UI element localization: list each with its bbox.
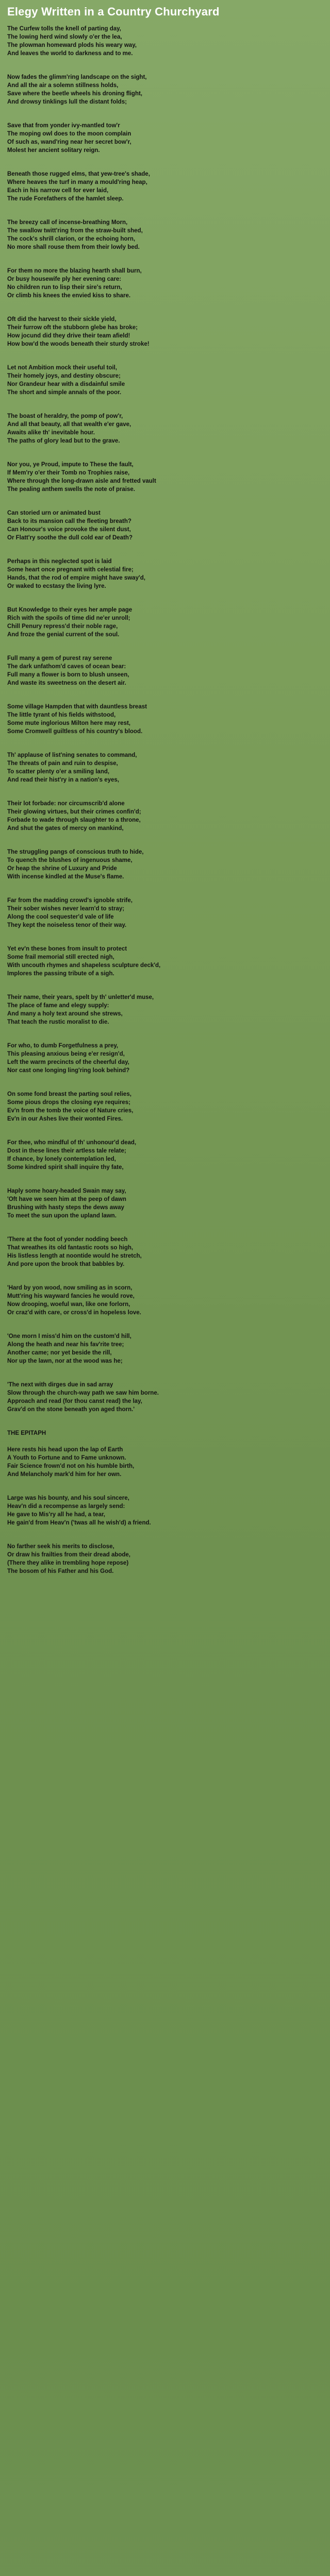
poem-line: For who, to dumb Forgetfulness a prey, xyxy=(7,1043,119,1049)
poem-stanza xyxy=(7,1381,323,1414)
poem-line: If chance, by lonely contemplation led, xyxy=(7,1156,116,1162)
poem-line: Dost in these lines their artless tale relate; xyxy=(7,1148,126,1154)
poem-line: The short and simple annals of the poor. xyxy=(7,389,122,396)
poem-line: That wreathes its old fantastic roots so high, xyxy=(7,1245,134,1251)
poem-line: Or Flatt'ry soothe the dull cold ear of Death? xyxy=(7,535,133,541)
poem-line: Or waked to ecstasy the living lyre. xyxy=(7,583,106,589)
stanza-list xyxy=(7,25,323,1414)
poem-line: A Youth to Fortune and to Fame unknown. xyxy=(7,1455,126,1461)
poem-stanza xyxy=(7,557,323,590)
poem-line: He gave to Mis'ry all he had, a tear, xyxy=(7,1512,106,1518)
poem-line: Oft did the harvest to their sickle yield, xyxy=(7,316,117,323)
poem-line: The moping owl does to the moon complain xyxy=(7,131,131,137)
poem-line: With incense kindled at the Muse's flame. xyxy=(7,874,124,880)
poem-line: Where heaves the turf in many a mould'ring heap, xyxy=(7,179,147,185)
poem-stanza xyxy=(7,315,323,348)
poem-line: Large was his bounty, and his soul sincere, xyxy=(7,1495,129,1501)
poem-line: Or draw his frailties from their dread abode, xyxy=(7,1552,131,1558)
poem-line: The place of fame and elegy supply: xyxy=(7,1003,109,1009)
poem-line: Some mute inglorious Milton here may rest, xyxy=(7,720,130,726)
poem-line: Nor Grandeur hear with a disdainful smile xyxy=(7,381,125,387)
poem-line: Slow through the church-way path we saw him borne. xyxy=(7,1390,159,1396)
poem-line: For them no more the blazing hearth shall burn, xyxy=(7,268,142,274)
poem-line: 'One morn I miss'd him on the custom'd hill, xyxy=(7,1333,131,1340)
poem-line: That teach the rustic moralist to die. xyxy=(7,1019,109,1025)
epitaph-stanza xyxy=(7,1494,323,1527)
poem-line: Some village Hampden that with dauntless breast xyxy=(7,704,147,710)
poem-stanza xyxy=(7,654,323,687)
poem-stanza xyxy=(7,461,323,494)
poem-line: Heav'n did a recompense as largely send: xyxy=(7,1503,125,1510)
poem-line: Can Honour's voice provoke the silent dust, xyxy=(7,527,131,533)
poem-line: And Melancholy mark'd him for her own. xyxy=(7,1471,122,1478)
poem-line: Some frail memorial still erected nigh, xyxy=(7,954,114,960)
poem-line: To scatter plenty o'er a smiling land, xyxy=(7,769,110,775)
poem-line: Some heart once pregnant with celestial fire; xyxy=(7,567,134,573)
poem-line: Now fades the glimm'ring landscape on the sight, xyxy=(7,74,147,80)
poem-line: Full many a gem of purest ray serene xyxy=(7,655,112,662)
poem-line: Chill Penury repress'd their noble rage, xyxy=(7,623,118,630)
poem-body xyxy=(7,25,323,1591)
poem-line: Approach and read (for thou canst read) the lay, xyxy=(7,1398,142,1404)
poem-stanza xyxy=(7,412,323,445)
poem-line: Left the warm precincts of the cheerful day, xyxy=(7,1059,129,1065)
poem-line: Full many a flower is born to blush unseen, xyxy=(7,672,129,678)
poem-line: 'Hard by yon wood, now smiling as in scorn, xyxy=(7,1285,133,1291)
poem-line: The struggling pangs of conscious truth to hide, xyxy=(7,849,144,855)
poem-line: 'The next with dirges due in sad array xyxy=(7,1382,113,1388)
poem-stanza xyxy=(7,1235,323,1268)
poem-line: This pleasing anxious being e'er resign'd, xyxy=(7,1051,125,1057)
poem-line: To quench the blushes of ingenuous shame, xyxy=(7,857,133,863)
poem-line: How bow'd the woods beneath their sturdy stroke! xyxy=(7,341,150,347)
poem-line: The bosom of his Father and his God. xyxy=(7,1568,114,1574)
poem-line: And all that beauty, all that wealth e'er gave, xyxy=(7,421,131,428)
poem-stanza xyxy=(7,267,323,300)
poem-stanza xyxy=(7,1139,323,1172)
poem-line: Their sober wishes never learn'd to stray; xyxy=(7,906,125,912)
poem-line: The swallow twitt'ring from the straw-built shed, xyxy=(7,228,143,234)
poem-line: Or busy housewife ply her evening care: xyxy=(7,276,122,282)
poem-line: Where through the long-drawn aisle and fretted vault xyxy=(7,478,156,484)
poem-line: No children run to lisp their sire's return, xyxy=(7,284,122,291)
poem-line: Their furrow oft the stubborn glebe has broke; xyxy=(7,325,138,331)
poem-stanza xyxy=(7,170,323,203)
poem-line: The little tyrant of his fields withstood, xyxy=(7,712,116,718)
poem-line: Nor cast one longing ling'ring look behind? xyxy=(7,1067,130,1074)
poem-line: For thee, who mindful of th' unhonour'd dead, xyxy=(7,1140,137,1146)
poem-stanza xyxy=(7,896,323,929)
poem-line: Another came; nor yet beside the rill, xyxy=(7,1350,112,1356)
poem-line: His listless length at noontide would he stretch, xyxy=(7,1253,142,1259)
poem-line: Nor you, ye Proud, impute to These the fault, xyxy=(7,462,134,468)
poem-stanza xyxy=(7,1332,323,1365)
poem-line: Of such as, wand'ring near her secret bow'r, xyxy=(7,139,131,145)
poem-line: Along the heath and near his fav'rite tree; xyxy=(7,1342,124,1348)
poem-line: Ev'n in our Ashes live their wonted Fires. xyxy=(7,1116,123,1122)
poem-line: The paths of glory lead but to the grave. xyxy=(7,438,120,444)
poem-line: The rude Forefathers of the hamlet sleep. xyxy=(7,196,124,202)
poem-line: And waste its sweetness on the desert air. xyxy=(7,680,126,686)
poem-line: Each in his narrow cell for ever laid, xyxy=(7,188,109,194)
poem-stanza xyxy=(7,1187,323,1220)
poem-stanza xyxy=(7,1284,323,1317)
poem-line: 'There at the foot of yonder nodding beech xyxy=(7,1236,128,1243)
poem-line: On some fond breast the parting soul relies, xyxy=(7,1091,131,1097)
poem-stanza xyxy=(7,751,323,784)
poem-line: Their glowing virtues, but their crimes confin'd; xyxy=(7,809,141,815)
poem-stanza xyxy=(7,848,323,881)
poem-line: Now drooping, woeful wan, like one forlorn, xyxy=(7,1301,130,1308)
poem-stanza xyxy=(7,122,323,155)
poem-stanza xyxy=(7,1090,323,1123)
poem-line: Perhaps in this neglected spot is laid xyxy=(7,558,112,565)
poem-line: With uncouth rhymes and shapeless sculpture deck'd, xyxy=(7,962,161,969)
poem-line: Their lot forbade: nor circumscrib'd alone xyxy=(7,801,125,807)
poem-line: They kept the noiseless tenor of their way. xyxy=(7,922,127,928)
epitaph-heading: THE EPITAPH xyxy=(7,1430,46,1436)
poem-stanza xyxy=(7,364,323,397)
poem-line: And read their hist'ry in a nation's eyes, xyxy=(7,777,120,783)
poem-line: And all the air a solemn stillness holds, xyxy=(7,82,119,89)
poem-line: Back to its mansion call the fleeting breath? xyxy=(7,518,131,524)
poem-line: To meet the sun upon the upland lawn. xyxy=(7,1213,117,1219)
poem-line: Haply some hoary-headed Swain may say, xyxy=(7,1188,126,1194)
poem-line: Let not Ambition mock their useful toil, xyxy=(7,365,117,371)
poem-line: The dark unfathom'd caves of ocean bear: xyxy=(7,664,126,670)
epitaph-stanza xyxy=(7,1543,323,1575)
poem-line: Their name, their years, spelt by th' unletter'd muse, xyxy=(7,994,154,1001)
poem-stanza xyxy=(7,945,323,978)
poem-line: Here rests his head upon the lap of Earth xyxy=(7,1447,123,1453)
poem-line: The threats of pain and ruin to despise, xyxy=(7,760,118,767)
poem-line: Or craz'd with care, or cross'd in hopeless love. xyxy=(7,1310,141,1316)
poem-line: Grav'd on the stone beneath yon aged thorn.' xyxy=(7,1406,135,1413)
poem-line: (There they alike in trembling hope repose) xyxy=(7,1560,129,1566)
poem-line: How jocund did they drive their team afield! xyxy=(7,333,130,339)
poem-line: And drowsy tinklings lull the distant folds; xyxy=(7,99,127,105)
poem-line: Can storied urn or animated bust xyxy=(7,510,101,516)
poem-line: No farther seek his merits to disclose, xyxy=(7,1544,114,1550)
poem-line: The lowing herd wind slowly o'er the lea, xyxy=(7,34,122,40)
poem-line: The breezy call of incense-breathing Morn, xyxy=(7,219,128,226)
poem-line: Nor up the lawn, nor at the wood was he; xyxy=(7,1358,123,1364)
poem-line: He gain'd from Heav'n ('twas all he wish'd) a friend. xyxy=(7,1520,151,1526)
poem-line: The plowman homeward plods his weary way, xyxy=(7,42,137,48)
poem-title: Elegy Written in a Country Churchyard xyxy=(7,5,220,18)
poem-line: And pore upon the brook that babbles by. xyxy=(7,1261,125,1267)
epitaph-list xyxy=(7,1446,323,1575)
poem-stanza xyxy=(7,703,323,736)
poem-line: If Mem'ry o'er their Tomb no Trophies raise, xyxy=(7,470,130,476)
poem-stanza xyxy=(7,993,323,1026)
epitaph-stanza xyxy=(7,1446,323,1479)
poem-stanza xyxy=(7,509,323,542)
poem-line: Along the cool sequester'd vale of life xyxy=(7,914,114,920)
poem-line: Yet ev'n these bones from insult to protect xyxy=(7,946,127,952)
poem-stanza xyxy=(7,1042,323,1075)
poem-line: The boast of heraldry, the pomp of pow'r, xyxy=(7,413,123,419)
poem-line: 'Oft have we seen him at the peep of dawn xyxy=(7,1196,126,1202)
poem-line: Far from the madding crowd's ignoble strife, xyxy=(7,897,133,904)
poem-stanza xyxy=(7,73,323,106)
poem-line: And froze the genial current of the soul. xyxy=(7,632,120,638)
poem-line: And shut the gates of mercy on mankind, xyxy=(7,825,124,832)
poem-line: Some pious drops the closing eye requires; xyxy=(7,1099,131,1106)
poem-line: The pealing anthem swells the note of praise. xyxy=(7,486,135,493)
poem-line: Some Cromwell guiltless of his country's blood. xyxy=(7,728,143,735)
poem-line: But Knowledge to their eyes her ample page xyxy=(7,607,133,613)
poem-line: Th' applause of list'ning senates to command, xyxy=(7,752,137,758)
poem-line: Beneath those rugged elms, that yew-tree's shade, xyxy=(7,171,150,177)
poem-line: Awaits alike th' inevitable hour. xyxy=(7,430,95,436)
poem-stanza xyxy=(7,800,323,833)
poem-line: The Curfew tolls the knell of parting day, xyxy=(7,26,121,32)
poem-line: Save where the beetle wheels his droning flight, xyxy=(7,91,143,97)
poem-stanza xyxy=(7,218,323,251)
poem-stanza xyxy=(7,25,323,58)
poem-line: Ev'n from the tomb the voice of Nature cries, xyxy=(7,1108,134,1114)
poem-line: Rich with the spoils of time did ne'er unroll; xyxy=(7,615,130,621)
poem-line: Brushing with hasty steps the dews away xyxy=(7,1205,124,1211)
poem-line: Fair Science frown'd not on his humble birth, xyxy=(7,1463,135,1469)
poem-line: Hands, that the rod of empire might have sway'd, xyxy=(7,575,145,581)
poem-stanza xyxy=(7,606,323,639)
poem-line: And leaves the world to darkness and to me. xyxy=(7,50,133,57)
poem-line: And many a holy text around she strews, xyxy=(7,1011,123,1017)
poem-line: Or climb his knees the envied kiss to share. xyxy=(7,293,131,299)
poem-line: Save that from yonder ivy-mantled tow'r xyxy=(7,123,120,129)
poem-line: Forbade to wade through slaughter to a throne, xyxy=(7,817,141,823)
poem-line: The cock's shrill clarion, or the echoing horn, xyxy=(7,236,136,242)
poem-line: Their homely joys, and destiny obscure; xyxy=(7,373,121,379)
poem-line: Or heap the shrine of Luxury and Pride xyxy=(7,866,117,872)
poem-line: Mutt'ring his wayward fancies he would rove, xyxy=(7,1293,135,1299)
poem-line: Some kindred spirit shall inquire thy fate, xyxy=(7,1164,124,1171)
poem-line: Implores the passing tribute of a sigh. xyxy=(7,971,114,977)
poem-line: No more shall rouse them from their lowly bed. xyxy=(7,244,140,250)
poem-line: Molest her ancient solitary reign. xyxy=(7,147,100,154)
